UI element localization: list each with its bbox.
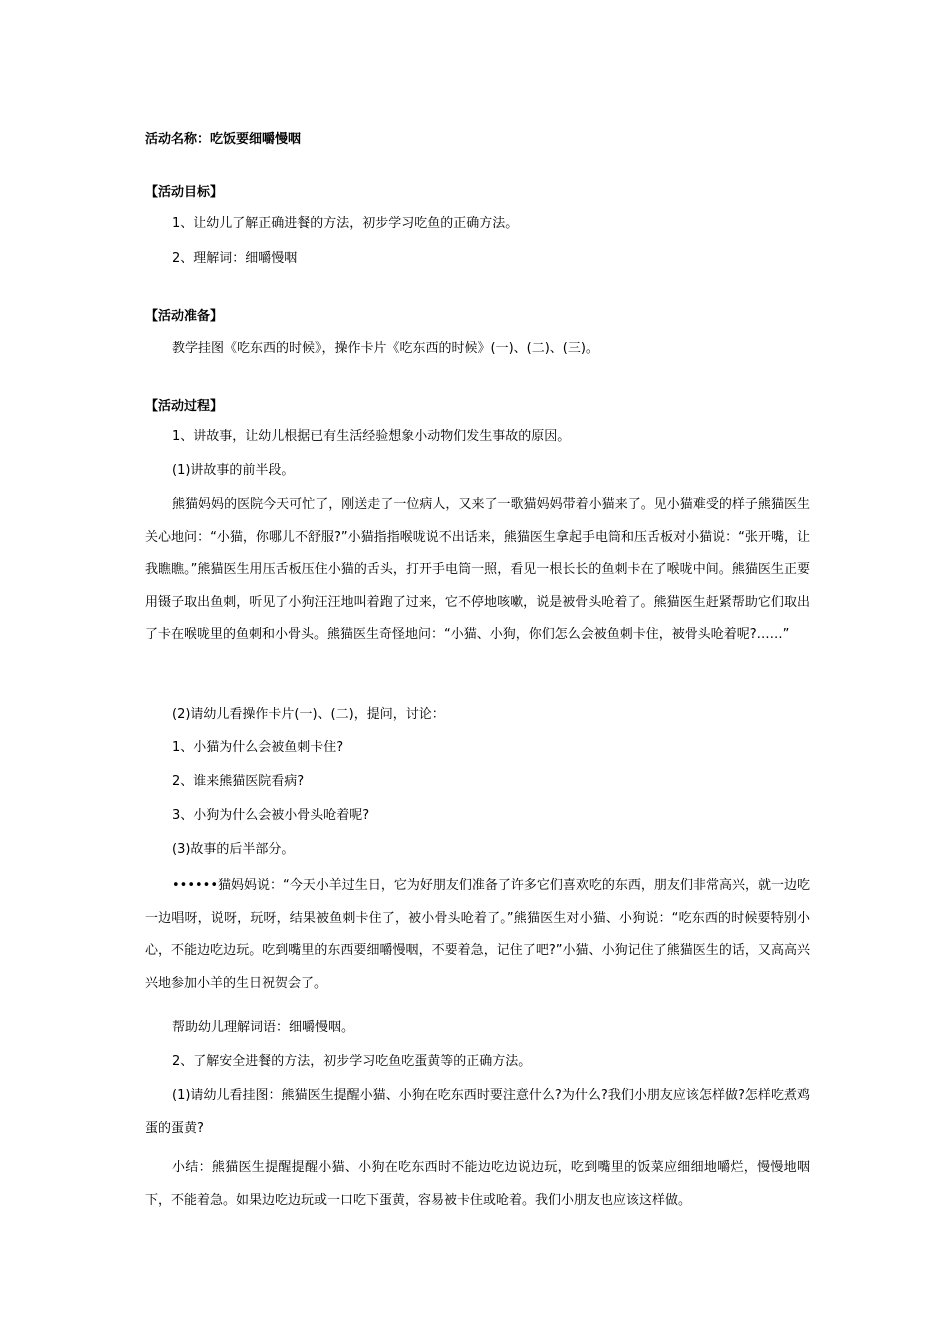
process-step-1-1: (1)讲故事的前半段。 — [172, 463, 295, 478]
goal-item-2: 2、理解词：细嚼慢咽 — [172, 251, 298, 266]
process-step-2: 2、了解安全进餐的方法，初步学习吃鱼吃蛋黄等的正确方法。 — [172, 1054, 532, 1069]
process-step-1-3: (3)故事的后半部分。 — [172, 842, 295, 857]
section-heading-process: 【活动过程】 — [145, 399, 224, 414]
section-heading-preparation: 【活动准备】 — [145, 309, 224, 324]
section-heading-goals: 【活动目标】 — [145, 185, 224, 200]
process-step-2-1: (1)请幼儿看挂图：熊猫医生提醒小猫、小狗在吃东西时要注意什么?为什么?我们小朋友应该怎样做?怎样吃煮鸡蛋的蛋黄? — [145, 1088, 810, 1136]
question-2: 2、谁来熊猫医院看病? — [172, 774, 305, 789]
process-step-1: 1、讲故事，让幼儿根据已有生活经验想象小动物们发生事故的原因。 — [172, 429, 571, 444]
story-part-2: ••••••猫妈妈说：“今天小羊过生日，它为好朋友们准备了许多它们喜欢吃的东西，朋友们非常高兴，就一边吃一边唱呀，说呀，玩呀，结果被鱼刺卡住了，被小骨头呛着了。”熊猫医生对小猫、小狗说：“吃东西的时候要特别小心，不能边吃边玩。吃到嘴里的东西要细嚼慢咽，不要着急，记住了吧?”小猫、小狗记住了熊猫医生的话，又高高兴兴地参加小羊的生日祝贺会了。 — [145, 878, 810, 991]
help-text: 帮助幼儿理解词语：细嚼慢咽。 — [172, 1020, 355, 1035]
goal-item-1: 1、让幼儿了解正确进餐的方法，初步学习吃鱼的正确方法。 — [172, 216, 519, 231]
document-title: 活动名称：吃饭要细嚼慢咽 — [145, 132, 302, 147]
preparation-text: 教学挂图《吃东西的时候》，操作卡片《吃东西的时候》(一)、(二)、(三)。 — [172, 341, 599, 356]
question-3: 3、小狗为什么会被小骨头呛着呢? — [172, 808, 370, 823]
story-part-1: 熊猫妈妈的医院今天可忙了，刚送走了一位病人，又来了一歌猫妈妈带着小猫来了。见小猫难受的样子熊猫医生关心地问：“小猫，你哪儿不舒服?”小猫指指喉咙说不出话来，熊猫医生拿起手电筒和压舌板对小猫说：“张开嘴，让我瞧瞧。”熊猫医生用压舌板压住小猫的舌头，打开手电筒一照，看见一根长长的鱼刺卡在了喉咙中间。熊猫医生正要用镊子取出鱼刺，听见了小狗汪汪地叫着跑了过来，它不停地咳嗽，说是被骨头呛着了。熊猫医生赶紧帮助它们取出了卡在喉咙里的鱼刺和小骨头。熊猫医生奇怪地问：“小猫、小狗，你们怎么会被鱼刺卡住，被骨头呛着呢?……” — [145, 497, 810, 642]
process-step-1-2: (2)请幼儿看操作卡片(一)、(二)，提问，讨论： — [172, 707, 445, 722]
question-1: 1、小猫为什么会被鱼刺卡住? — [172, 740, 344, 755]
summary-text: 小结：熊猫医生提醒提醒小猫、小狗在吃东西时不能边吃边说边玩，吃到嘴里的饭菜应细细地嚼烂，慢慢地咽下，不能着急。如果边吃边玩或一口吃下蛋黄，容易被卡住或呛着。我们小朋友也应该这样做。 — [145, 1160, 810, 1208]
